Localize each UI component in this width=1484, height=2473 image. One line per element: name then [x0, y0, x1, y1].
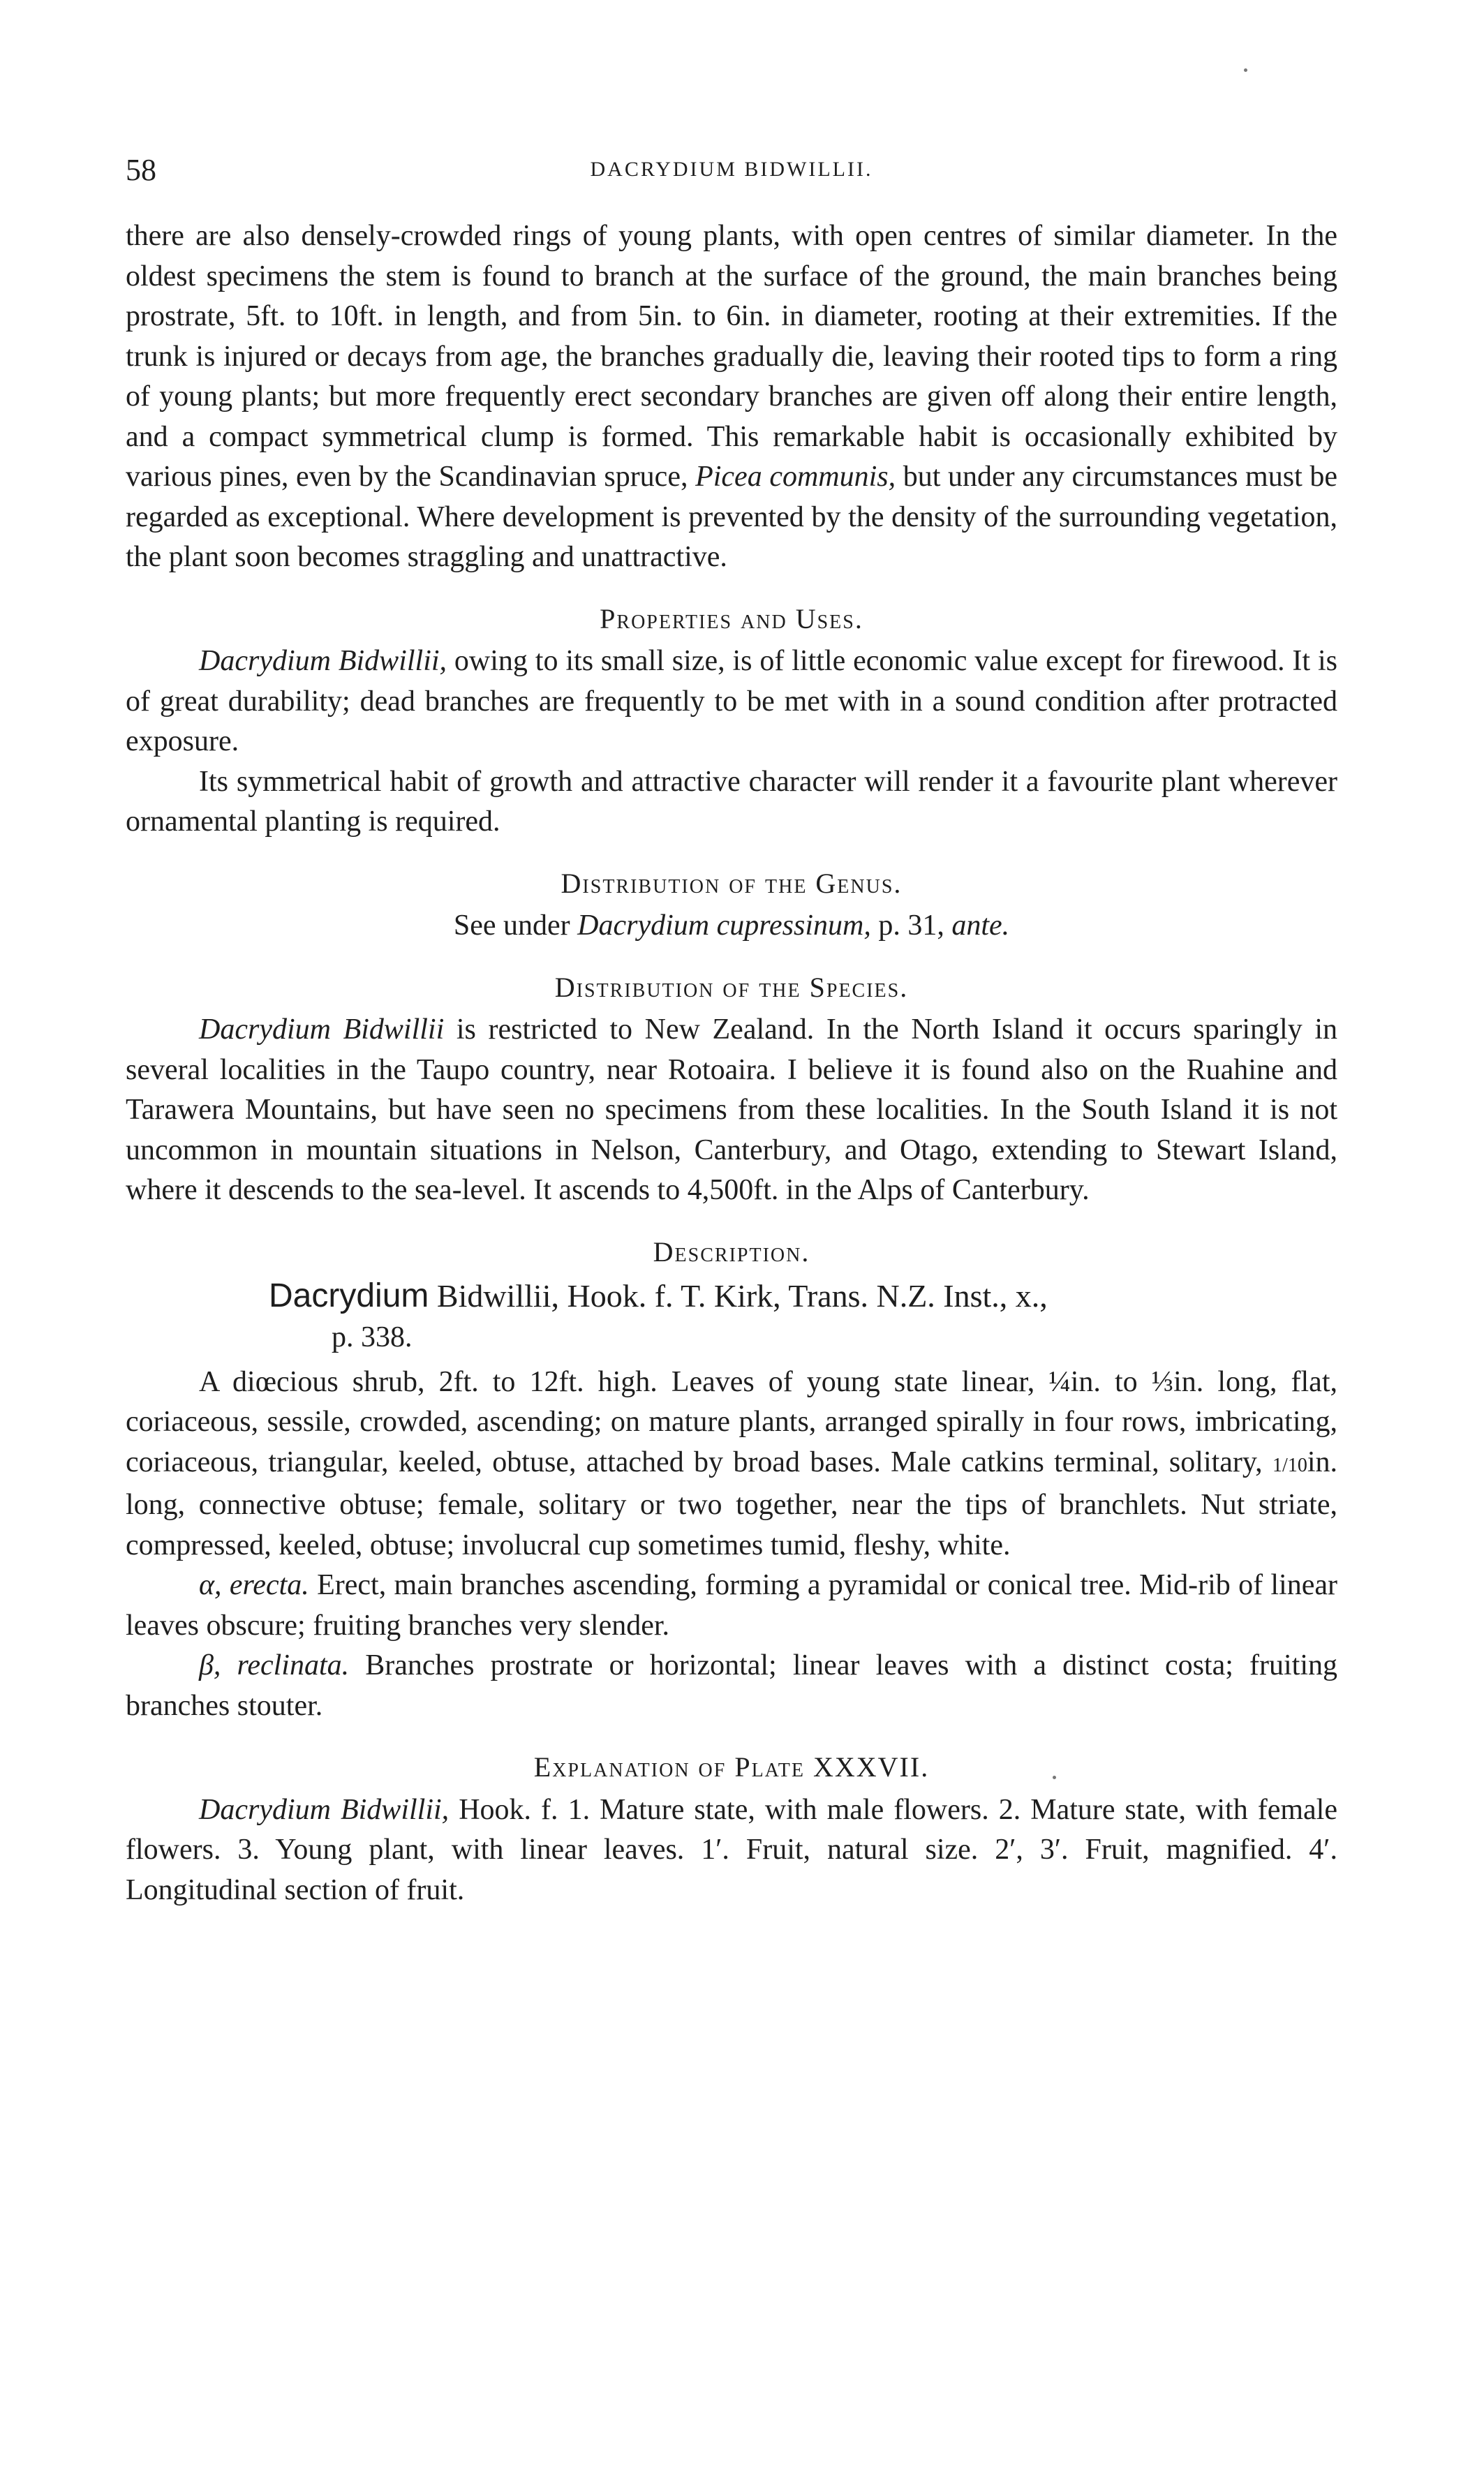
variety-reclinata-text: Branches prostrate or horizontal; linear leaves with a distinct costa; fruiting branches stouter.: [126, 1649, 1338, 1722]
page-number: 58: [126, 153, 156, 187]
description-title-rest: Bidwillii, Hook. f. T. Kirk, Trans. N.Z. Inst., x.,: [429, 1278, 1048, 1314]
variety-reclinata-label: β, reclinata.: [199, 1649, 350, 1681]
intro-text: there are also densely-crowded rings of young plants, with open centres of similar diameter. In the oldest specimens the stem is found to branch at the surface of the ground, the main branches being prostrate, 5ft. to 10ft. in length, and from 5in. to 6in. in diameter, rooting at their extremities. If the trunk is injured or decays from age, the branches gradually die, leaving their rooted tips to form a ring of young plants; but more frequently erect secondary branches are given off along their entire length, and a compact symmetrical clump is formed. This remarkable habit is occasionally exhibited by various pines, even by the Scandinavian spruce,: [126, 220, 1337, 493]
scan-speck: [1244, 68, 1247, 72]
running-title: DACRYDIUM BIDWILLII.: [590, 158, 873, 181]
species-heading: Distribution of the Species.: [554, 971, 909, 1003]
description-heading: Description.: [653, 1235, 810, 1268]
description-title-page: p. 338.: [332, 1321, 413, 1353]
intro-paragraph: [126, 216, 1337, 578]
description-title: [126, 1275, 1337, 1318]
running-head: [126, 152, 1337, 194]
genus-see-name: Dacrydium cupressinum,: [577, 909, 871, 942]
properties-paragraph-2: Its symmetrical habit of growth and attractive character will render it a favourite plant wherever ornamental planting is required.: [126, 765, 1337, 838]
description-text-4: in. long, connective obtuse; female, solitary or two together, near the tips of branchlets. Nut striate, compressed, keeled, obtuse; involucral cup sometimes tumid, fleshy, white.: [126, 1446, 1337, 1561]
properties-text-1: owing to its small size, is of little economic value except for firewood. It is of great durability; dead branches are frequently to be met with in a sound condition after protracted exposure.: [126, 645, 1337, 757]
genus-heading: Distribution of the Genus.: [561, 867, 903, 899]
description-paragraph: [126, 1362, 1337, 1566]
description-fraction-third: ⅓: [1151, 1365, 1174, 1398]
variety-erecta-text: Erect, main branches ascending, forming a pyramidal or conical tree. Mid-rib of linear leaves obscure; fruiting branches very slender.: [126, 1569, 1337, 1642]
species-text: is restricted to New Zealand. In the North Island it occurs sparingly in several localities in the Taupo country, near Rotoaira. I believe it is found also on the Ruahine and Tarawera Mountains, but have seen no specimens from these localities. In the South Island it is not uncommon in mountain situations in Nelson, Canterbury, and Otago, extending to Stewart Island, where it descends to the sea-level. It ascends to 4,500ft. in the Alps of Canterbury.: [126, 1013, 1337, 1206]
genus-see-line: [126, 906, 1337, 946]
plate-paragraph: [126, 1790, 1337, 1911]
variety-erecta: [126, 1566, 1337, 1646]
properties-species-name: Dacrydium Bidwillii,: [199, 645, 447, 677]
species-name: Dacrydium Bidwillii: [199, 1013, 445, 1046]
scan-speck: [1053, 1776, 1056, 1779]
description-fraction-quarter: ¼: [1048, 1365, 1071, 1398]
description-fraction-tenth: 1/10: [1272, 1454, 1307, 1476]
genus-see-pre: See under: [453, 909, 578, 942]
description-title-genus: Dacrydium: [269, 1277, 429, 1314]
genus-see-mid: p. 31,: [870, 909, 952, 942]
plate-species-name: Dacrydium Bidwillii,: [199, 1793, 450, 1826]
description-text-2: in. to: [1070, 1365, 1152, 1398]
description-text-1: A diœcious shrub, 2ft. to 12ft. high. Leaves of young state linear,: [199, 1365, 1049, 1398]
intro-species: Picea communis,: [695, 461, 896, 493]
description-text-3: in. long, flat, coriaceous, sessile, crowded, ascending; on mature plants, arranged spirally in four rows, imbricating, coriaceous, triangular, keeled, obtuse, attached by broad bases. Male catkins terminal, solitary,: [126, 1365, 1337, 1478]
intro-text-end: but under any circumstances must be regarded as exceptional. Where development is prevented by the density of the surrounding vegetation, the plant soon becomes straggling and unattractive.: [126, 461, 1337, 573]
properties-paragraph-1: [126, 641, 1337, 762]
plate-text: Hook. f. 1. Mature state, with male flowers. 2. Mature state, with female flowers. 3. Young plant, with linear leaves. 1′. Fruit, natural size. 2′, 3′. Fruit, magnified. 4′. Longitudinal section of fruit.: [126, 1793, 1337, 1906]
genus-see-ante: ante.: [951, 909, 1010, 942]
properties-heading: Properties and Uses.: [600, 602, 863, 634]
page-body: [126, 216, 1337, 1910]
species-paragraph: [126, 1010, 1337, 1211]
plate-heading: Explanation of Plate XXXVII.: [533, 1751, 930, 1783]
variety-reclinata: [126, 1646, 1337, 1726]
variety-erecta-label: α, erecta.: [199, 1569, 309, 1601]
